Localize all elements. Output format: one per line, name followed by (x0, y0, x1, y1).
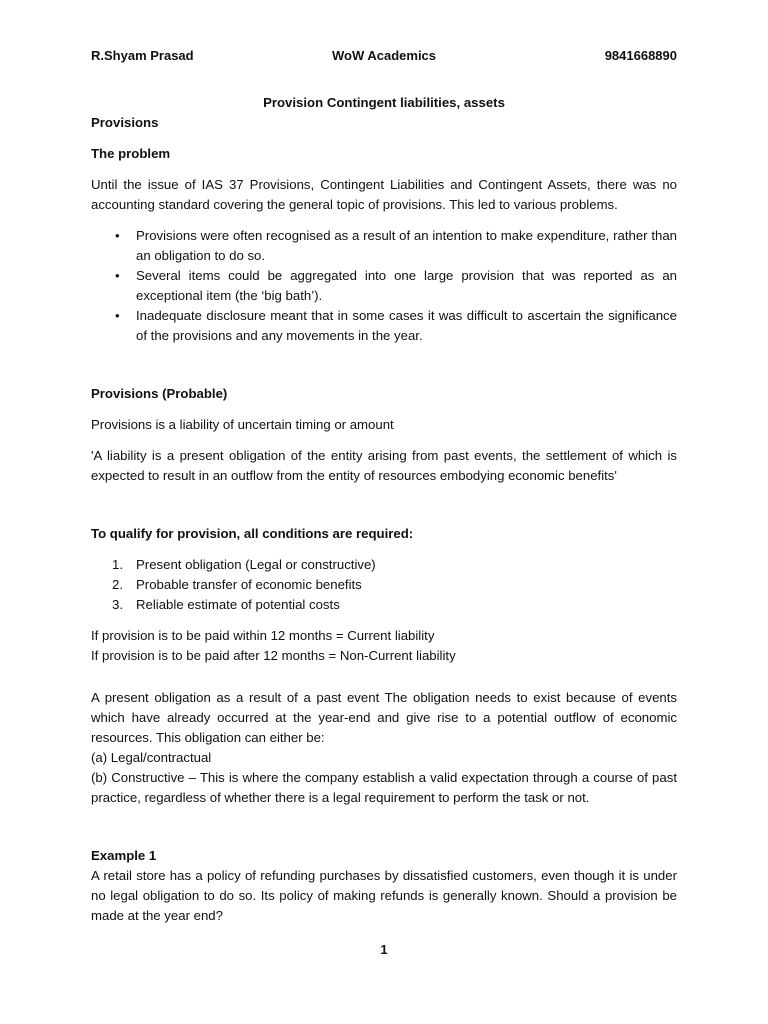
obligation-constructive: (b) Constructive – This is where the company establish a valid expectation through a course of past practice, regardless of whether there is a legal requirement to perform the task or not. (91, 770, 677, 805)
noncurrent-liability-line: If provision is to be paid after 12 months = Non-Current liability (91, 648, 456, 663)
problem-bullet-list (91, 226, 677, 346)
list-item (91, 306, 677, 346)
problem-heading: The problem (91, 146, 171, 161)
problem-intro: Until the issue of IAS 37 Provisions, Contingent Liabilities and Contingent Assets, there was no accounting standard covering the general topic of provisions. This led to various problems. (91, 177, 677, 212)
list-item (91, 266, 677, 306)
header-organization: WoW Academics (331, 48, 437, 63)
bullet-text: Several items could be aggregated into one large provision that was reported as an exceptional item (the ‘big bath’). (136, 268, 677, 303)
header-author: R.Shyam Prasad (91, 48, 194, 63)
conditions-list (91, 555, 677, 615)
list-item: 1. Present obligation (Legal or constructive) (112, 557, 376, 572)
bullet-text: Inadequate disclosure meant that in some cases it was difficult to ascertain the significance of the provisions and any movements in the year. (136, 308, 677, 343)
obligation-paragraph: A present obligation as a result of a past event The obligation needs to exist because of events which have already occurred at the year-end and give rise to a potential outflow of economic resources. This obligation can either be: (91, 690, 677, 745)
obligation-legal: (a) Legal/contractual (91, 750, 212, 765)
document-body (91, 93, 677, 926)
example-text: A retail store has a policy of refunding purchases by dissatisfied customers, even though it is under no legal obligation to do so. Its policy of making refunds is generally known. Should a provision be made at the year end? (91, 868, 677, 923)
example-heading: Example 1 (91, 848, 157, 863)
page-header (91, 48, 677, 66)
current-liability-line: If provision is to be paid within 12 months = Current liability (91, 628, 435, 643)
condition-text: Reliable estimate of potential costs (136, 597, 340, 612)
probable-heading: Provisions (Probable) (91, 386, 228, 401)
bullet-text: Provisions were often recognised as a result of an intention to make expenditure, rather than an obligation to do so. (136, 228, 677, 263)
liability-quote: 'A liability is a present obligation of the entity arising from past events, the settlement of which is expected to result in an outflow from the entity of resources embodying economic benefits' (91, 448, 677, 483)
list-item: 3. Reliable estimate of potential costs (112, 597, 340, 612)
probable-definition: Provisions is a liability of uncertain timing or amount (91, 417, 394, 432)
header-phone: 9841668890 (604, 48, 677, 63)
qualify-heading: To qualify for provision, all conditions are required: (91, 526, 414, 541)
provisions-heading: Provisions (91, 115, 159, 130)
condition-text: Probable transfer of economic benefits (136, 577, 362, 592)
page-number: 1 (380, 942, 388, 957)
list-item: 2. Probable transfer of economic benefits (112, 577, 362, 592)
bullet-icon: • (115, 228, 120, 243)
list-item (91, 226, 677, 266)
document-title: Provision Contingent liabilities, assets (263, 95, 505, 110)
bullet-icon: • (115, 308, 120, 323)
condition-text: Present obligation (Legal or constructive) (136, 557, 376, 572)
bullet-icon: • (115, 268, 120, 283)
